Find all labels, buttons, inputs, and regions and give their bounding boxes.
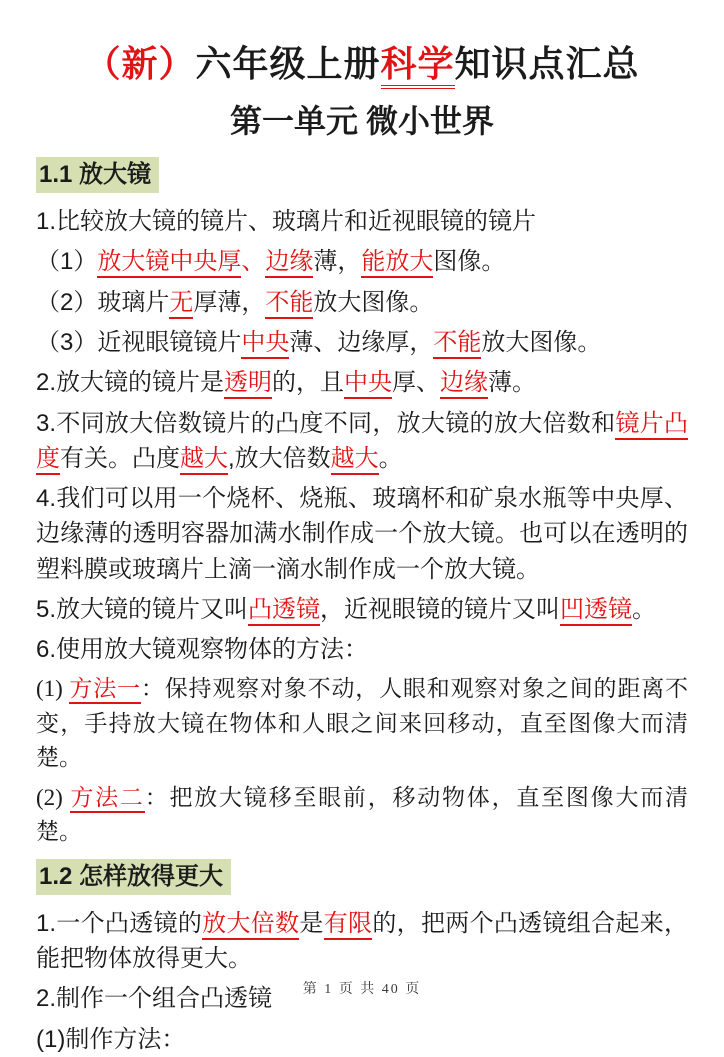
paragraph [36,672,688,776]
highlighted-term: 方法二 [70,785,144,813]
paragraph [36,781,688,850]
paragraph [36,406,688,477]
highlighted-term: 边缘 [440,369,488,399]
highlighted-term: 放大倍数 [202,910,299,940]
paragraph [36,1022,688,1057]
text-segment: (2) [36,784,71,810]
text-segment: 3.不同放大倍数镜片的凸度不同，放大镜的放大倍数和 [36,409,616,437]
text-segment: 2.制作一个组合凸透镜 [36,985,273,1013]
text-segment: 。 [378,444,403,472]
paragraph [36,244,688,279]
text-segment: 1.一个凸透镜的 [36,909,203,937]
section-1-1-body [36,204,688,850]
text-segment: ，近视眼镜的镜片又叫 [320,595,561,623]
text-segment: 是 [299,909,324,937]
text-segment: (1) [36,676,70,702]
text-segment: 厚薄， [193,288,266,316]
text-segment: 的，把两个凸透镜组合起来，能把物体放得更大。 [36,909,689,973]
highlighted-term: 能放大 [361,248,433,278]
text-segment: 薄、边缘厚， [289,328,434,356]
text-segment: 6.使用放大镜观察物体的方法： [36,636,369,664]
text-segment: （3）近视眼镜镜片 [36,328,242,356]
text-segment: （2）玻璃片 [36,288,170,316]
section-1-1 [36,153,688,850]
page-footer: 第 1 页 共 40 页 [302,982,422,997]
text-segment: ：保持观察对象不动，人眼和观察对象之间的距离不变，手持放大镜在物体和人眼之间来回移动，直至图像大而清楚。 [36,676,689,771]
text-segment: ：把放大镜移至眼前，移动物体，直至图像大而清楚。 [36,784,689,845]
text-segment: （1） [36,248,98,276]
paragraph [36,365,688,400]
text-segment: 2.放大镜的镜片是 [36,369,225,397]
paragraph [36,285,688,320]
paragraph [36,481,688,587]
section-heading-1-1: 1.1 放大镜 [36,157,159,193]
paragraph [36,632,688,667]
highlighted-term: 、 [241,248,266,276]
highlighted-term: 镜片凸度 [36,410,688,475]
text-segment: 。 [632,595,657,623]
text-segment: 放大图像。 [313,288,434,316]
highlighted-term: 凸透镜 [248,596,320,626]
text-segment: ,放大倍数 [228,444,331,472]
highlighted-term: 越大 [180,445,228,475]
section-heading-1-2: 1.2 怎样放得更大 [36,859,231,895]
text-segment: 知识点汇总 [454,43,640,84]
text-segment: 放大图像。 [481,328,602,356]
text-segment: 图像。 [433,248,506,276]
text-segment: 有关。凸度 [60,444,180,472]
paragraph [36,592,688,627]
highlighted-term: 不能 [265,289,313,319]
highlighted-term: 中央 [344,369,392,399]
highlighted-term: 有限 [324,910,373,940]
text-segment: 5.放大镜的镜片又叫 [36,595,249,623]
highlighted-term: 中央 [241,329,289,359]
highlighted-term: 方法一 [69,676,140,704]
paragraph [36,204,688,239]
highlighted-term: 不能 [433,329,481,359]
highlighted-term: （新） [84,43,196,84]
text-segment: 的，且 [272,369,345,397]
highlighted-term: 放大镜中央厚 [97,248,241,278]
highlighted-term: 科学 [381,43,455,89]
highlighted-term: 无 [169,289,193,319]
text-segment: 1.比较放大镜的镜片、玻璃片和近视眼镜的镜片 [36,208,537,236]
unit-subtitle: 第一单元 微小世界 [229,103,494,140]
text-segment: (1)制作方法： [36,1025,186,1053]
section-1-2 [36,855,688,1057]
text-segment: 厚、 [392,369,441,397]
text-segment: 4.我们可以用一个烧杯、烧瓶、玻璃杯和矿泉水瓶等中央厚、边缘薄的透明容器加满水制作成一个放大镜。也可以在透明的塑料膜或玻璃片上滴一滴水制作成一个放大镜。 [36,485,688,583]
paragraph [36,325,688,360]
text-segment: 六年级上册 [195,43,381,84]
highlighted-term: 凹透镜 [560,596,632,626]
page-title [36,42,688,85]
highlighted-term: 边缘 [265,248,313,278]
highlighted-term: 越大 [331,445,379,475]
paragraph [36,906,688,977]
highlighted-term: 透明 [224,369,272,399]
text-segment: 薄。 [488,369,537,397]
text-segment: 薄， [313,248,362,276]
